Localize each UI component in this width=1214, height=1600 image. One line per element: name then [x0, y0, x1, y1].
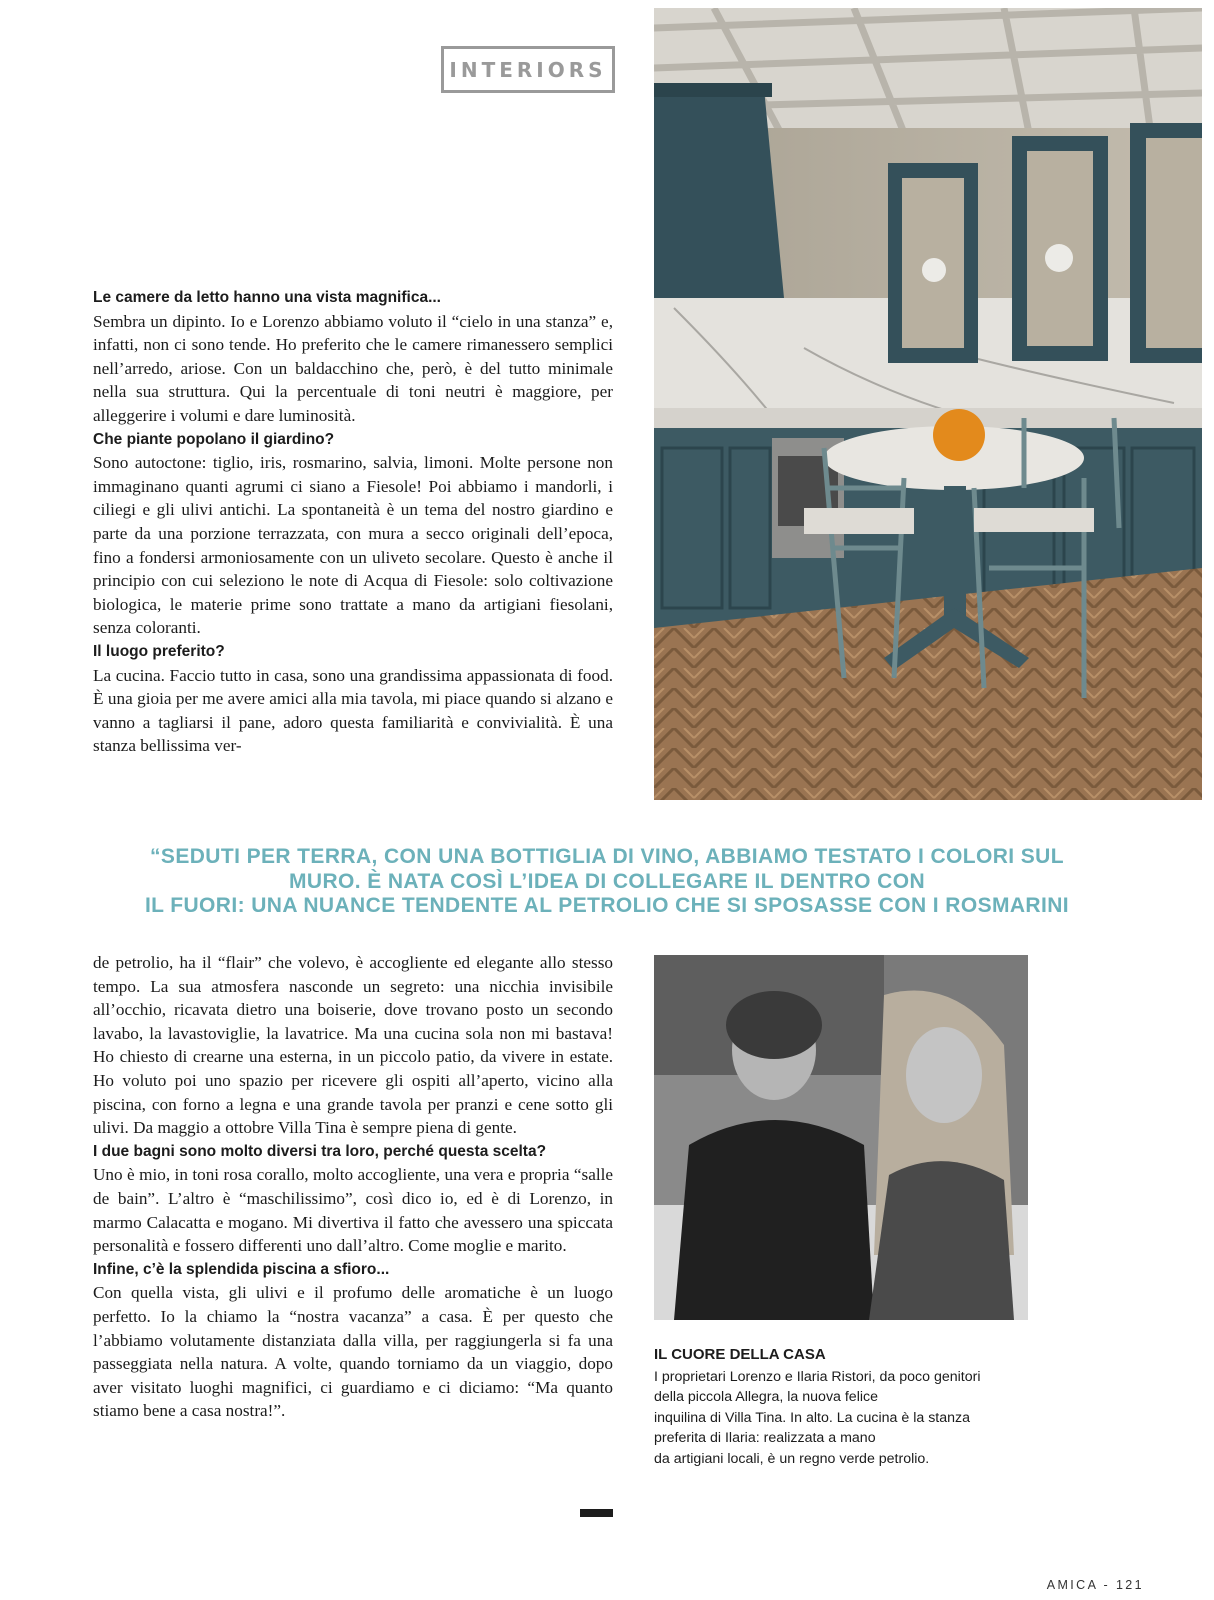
pull-quote-line: IL FUORI: UNA NUANCE TENDENTE AL PETROLIO CHE SI SPOSASSE CON I ROSMARINI [144, 894, 1070, 917]
interview-answer: Sono autoctone: tiglio, iris, rosmarino, salvia, limoni. Molte persone non immaginano quanti agrumi ci siano a Fiesole! Poi abbiamo i mandorli, i ciliegi e gli ulivi antichi. La spontaneità è un tema del nostro giardino e parte da una porzione terrazzata, con mura a secco originali dell’epoca, fino a fondersi armoniosamente con un uliveto secolare. Questo è anche il principio con cui seleziono le note di Acqua di Fiesole: solo coltivazione biologica, le materie prime sono trattate a mano da artigiani fiesolani, senza coloranti. [93, 453, 613, 638]
pull-quote [100, 845, 1114, 919]
section-tag: INTERIORS [441, 46, 615, 93]
interview-answer: Sembra un dipinto. Io e Lorenzo abbiamo voluto il “cielo in una stanza” e, infatti, non ci sono tende. Ho preferito che le camere rimanessero semplici nell’arredo, ariose. Con un baldacchino che, però, è del tutto minimale nella sua struttura. Qui la percentuale di toni neutri è maggiore, per alleggerire i volumi e dare luminosità. [93, 311, 613, 425]
owners-portrait-photo [654, 955, 1028, 1320]
caption-line: da artigiani locali, è un regno verde petrolio. [654, 1450, 930, 1467]
caption-line: I proprietari Lorenzo e Ilaria Ristori, da poco genitori [654, 1368, 981, 1385]
caption-title: IL CUORE DELLA CASA [654, 1346, 826, 1363]
interview-answer: La cucina. Faccio tutto in casa, sono una grandissima appassionata di food. È una gioia per me avere amici alla mia tavola, mi piace quando si alzano e vanno a tagliarsi il pane, adoro questa familiarità e convivialità. È una stanza bellissima ver- [93, 665, 613, 756]
caption-line: inquilina di Villa Tina. In alto. La cucina è la stanza [654, 1409, 971, 1426]
interview-answer: Con quella vista, gli ulivi e il profumo delle aromatiche è un luogo perfetto. Io la chiamo la “nostra vacanza” a casa. È per questo che l’abbiamo volutamente distanziata dalla villa, per raggiungerla si fa una passeggiata nella natura. A volte, quando torniamo da un viaggio, dopo aver visitato luoghi magnifici, ci guardiamo e ci diciamo: “Ma quanto stiamo bene a casa nostra!”. [93, 1283, 613, 1421]
interview-question: Le camere da letto hanno una vista magnifica... [93, 289, 441, 306]
article-column-1 [93, 286, 613, 758]
photo-caption [654, 1345, 1034, 1470]
kitchen-photo [654, 8, 1202, 800]
article-column-2 [93, 951, 613, 1423]
interview-answer: de petrolio, ha il “flair” che volevo, è accogliente ed elegante allo stesso tempo. La sua atmosfera nasconde un segreto: una nicchia invisibile all’occhio, ricavata dietro una boiserie, dove trovano posto un secondo lavabo, la lavastoviglie, la lavatrice. Ma una cucina sola non mi bastava! Ho chiesto di crearne una esterna, in un piccolo patio, da vivere in estate. Ho voluto poi uno spazio per ricevere gli ospiti all’aperto, vicino alla piscina, con forno a legna e una grande tavola per pranzi e cene sotto gli ulivi. Da maggio a ottobre Villa Tina è sempre piena di gente. [93, 953, 613, 1138]
end-of-article-mark [580, 1509, 613, 1517]
interview-answer: Uno è mio, in toni rosa corallo, molto accogliente, una vera e propria “salle de bain”. L’altro è “maschilissimo”, così dico io, ed è di Lorenzo, in marmo Calacatta e mogano. Mi divertiva il fatto che avessero una spiccata personalità e fossero differenti uno dall’altro. Come moglie e marito. [93, 1165, 613, 1256]
interview-question: Che piante popolano il giardino? [93, 430, 335, 448]
interview-question: Infine, c’è la splendida piscina a sfioro... [93, 1260, 390, 1278]
interview-question: Il luogo preferito? [93, 642, 225, 660]
caption-line: preferita di Ilaria: realizzata a mano [654, 1430, 876, 1447]
caption-line: della piccola Allegra, la nuova felice [654, 1389, 878, 1406]
pull-quote-line: MURO. È NATA COSÌ L’IDEA DI COLLEGARE IL DENTRO CON [288, 869, 926, 893]
pull-quote-line: “SEDUTI PER TERRA, CON UNA BOTTIGLIA DI VINO, ABBIAMO TESTATO I COLORI SUL [150, 845, 1064, 868]
page-folio: AMICA - 121 [1046, 1578, 1144, 1592]
interview-question: I due bagni sono molto diversi tra loro, perché questa scelta? [93, 1142, 547, 1160]
